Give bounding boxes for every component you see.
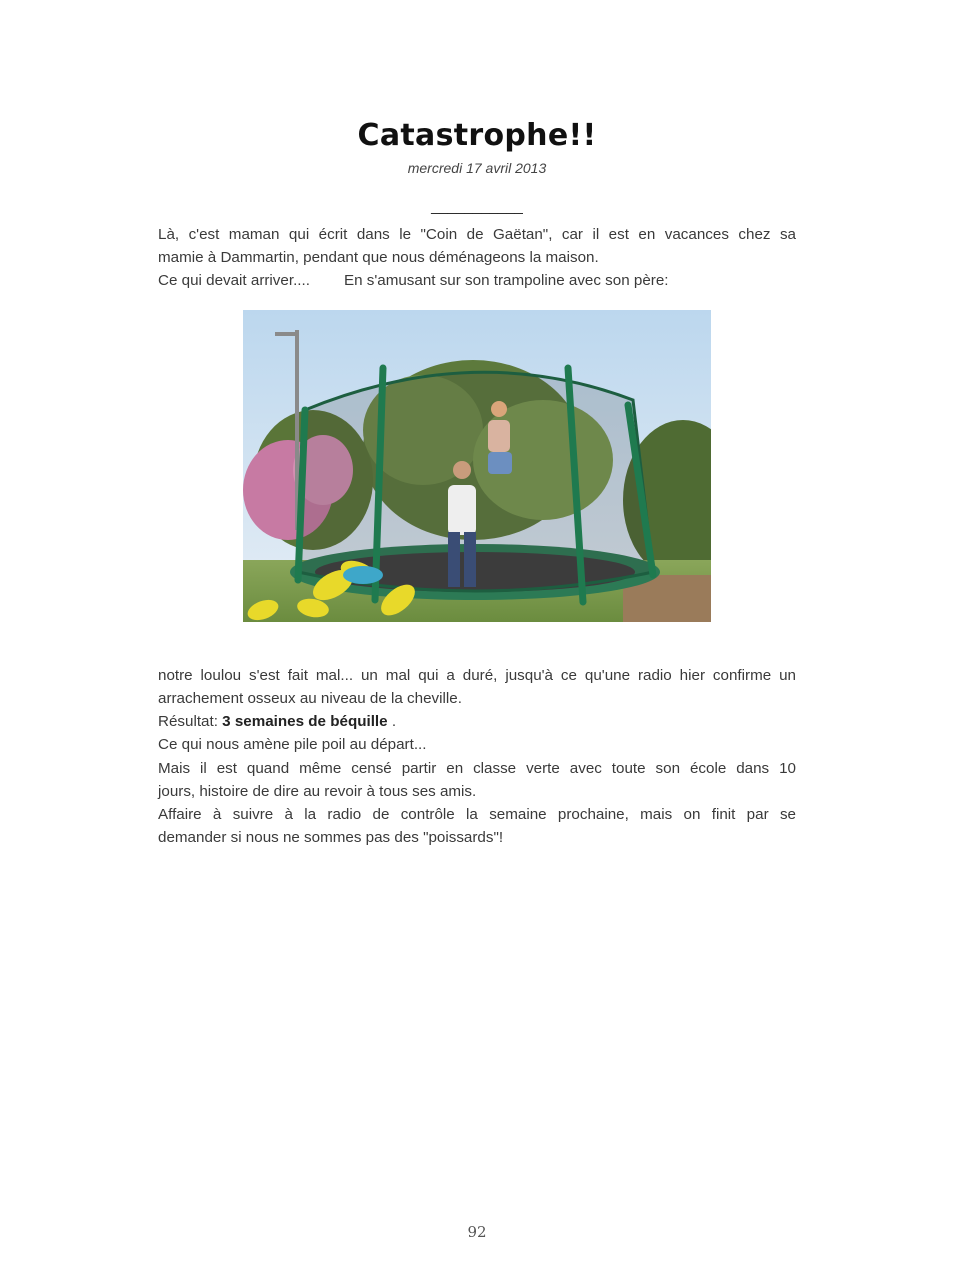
result-line — [158, 710, 796, 733]
result-suffix: . — [387, 713, 397, 730]
body-line-8: demander si nous ne sommes pas des "poissards"! — [158, 829, 504, 846]
body-line-1: notre loulou s'est fait mal... un mal qui a duré, jusqu'à ce qu'une radio hier confirme un — [158, 667, 796, 684]
body-line-4: Ce qui nous amène pile poil au départ... — [158, 736, 427, 753]
result-prefix: Résultat: — [158, 713, 223, 730]
body-line-7: Affaire à suivre à la radio de contrôle la semaine prochaine, mais on finit par se — [158, 806, 796, 823]
body-line-5: Mais il est quand même censé partir en classe verte avec toute son école dans 10 — [158, 760, 796, 777]
page-title: Catastrophe!! — [357, 118, 597, 153]
post-date: mercredi 17 avril 2013 — [407, 160, 547, 176]
result-bold: 3 semaines de béquille — [222, 713, 388, 730]
page-number: 92 — [467, 1223, 487, 1241]
intro-line-2: mamie à Dammartin, pendant que nous déménageons la maison. — [158, 249, 599, 266]
body-line-6: jours, histoire de dire au revoir à tous ses amis. — [158, 783, 477, 800]
separator-line: ___________ — [431, 198, 523, 215]
intro-line-3b: En s'amusant sur son trampoline avec son père: — [343, 272, 669, 289]
trampoline-photo — [243, 310, 711, 622]
body-line-2: arrachement osseux au niveau de la cheville. — [158, 690, 462, 707]
intro-line-1: Là, c'est maman qui écrit dans le "Coin de Gaëtan", car il est en vacances chez sa — [158, 226, 796, 243]
intro-line-3 — [158, 269, 796, 292]
intro-line-3a: Ce qui devait arriver.... — [158, 272, 310, 289]
